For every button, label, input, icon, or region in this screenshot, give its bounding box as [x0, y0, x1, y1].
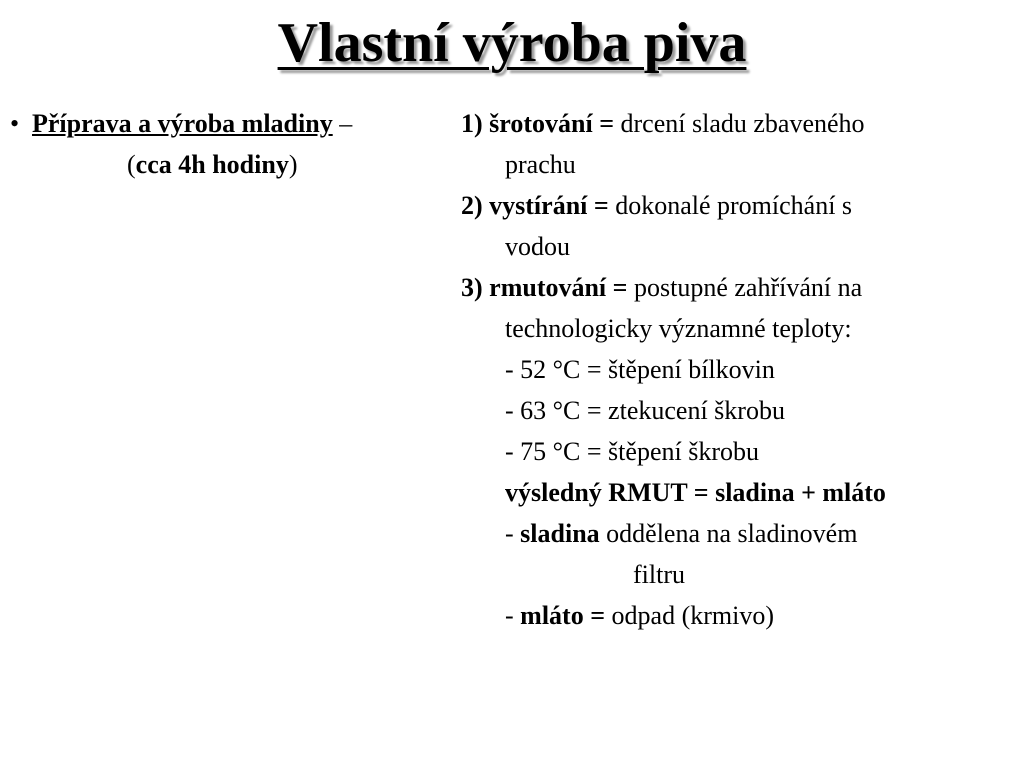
step-1	[461, 103, 1021, 144]
step-3-text: postupné zahřívání na	[627, 273, 863, 302]
section-heading: Příprava a výroba mladiny	[32, 109, 333, 138]
mlato-term: mláto =	[520, 601, 606, 630]
step-1-label: 1) šrotování =	[461, 109, 615, 138]
bullet-heading-block	[10, 103, 460, 185]
step-1-continuation: prachu	[505, 150, 576, 179]
temperature-52: - 52 °C = štěpení bílkovin	[505, 355, 775, 384]
duration-close-paren: )	[288, 150, 298, 179]
duration-text: cca 4h hodiny	[135, 150, 289, 179]
process-steps	[461, 103, 1021, 636]
result-line: výsledný RMUT = sladina + mláto	[505, 478, 886, 507]
mlato-text: odpad (krmivo)	[605, 601, 774, 630]
sladina-text: oddělena na sladinovém	[599, 519, 858, 548]
mlato-line	[461, 595, 1021, 636]
step-2-label: 2) vystírání =	[461, 191, 609, 220]
duration-open-paren: (	[127, 150, 136, 179]
sladina-term: sladina	[520, 519, 600, 548]
sladina-dash: -	[505, 519, 521, 548]
temperature-75: - 75 °C = štěpení škrobu	[505, 437, 759, 466]
duration-note	[10, 144, 460, 185]
step-3-continuation: technologicky významné teploty:	[505, 314, 852, 343]
step-2-text: dokonalé promíchání s	[608, 191, 853, 220]
mlato-dash: -	[505, 601, 521, 630]
temperature-63: - 63 °C = ztekucení škrobu	[505, 396, 785, 425]
step-1-text: drcení sladu zbaveného	[614, 109, 865, 138]
slide-title: Vlastní výroba piva	[277, 12, 747, 74]
sladina-line	[461, 513, 1021, 554]
bullet-icon: •	[10, 109, 20, 138]
heading-dash: –	[332, 109, 353, 138]
sladina-continuation: filtru	[633, 560, 685, 589]
step-2-continuation: vodou	[505, 232, 570, 261]
step-3-label: 3) rmutování =	[461, 273, 628, 302]
step-3	[461, 267, 1021, 308]
step-2	[461, 185, 1021, 226]
